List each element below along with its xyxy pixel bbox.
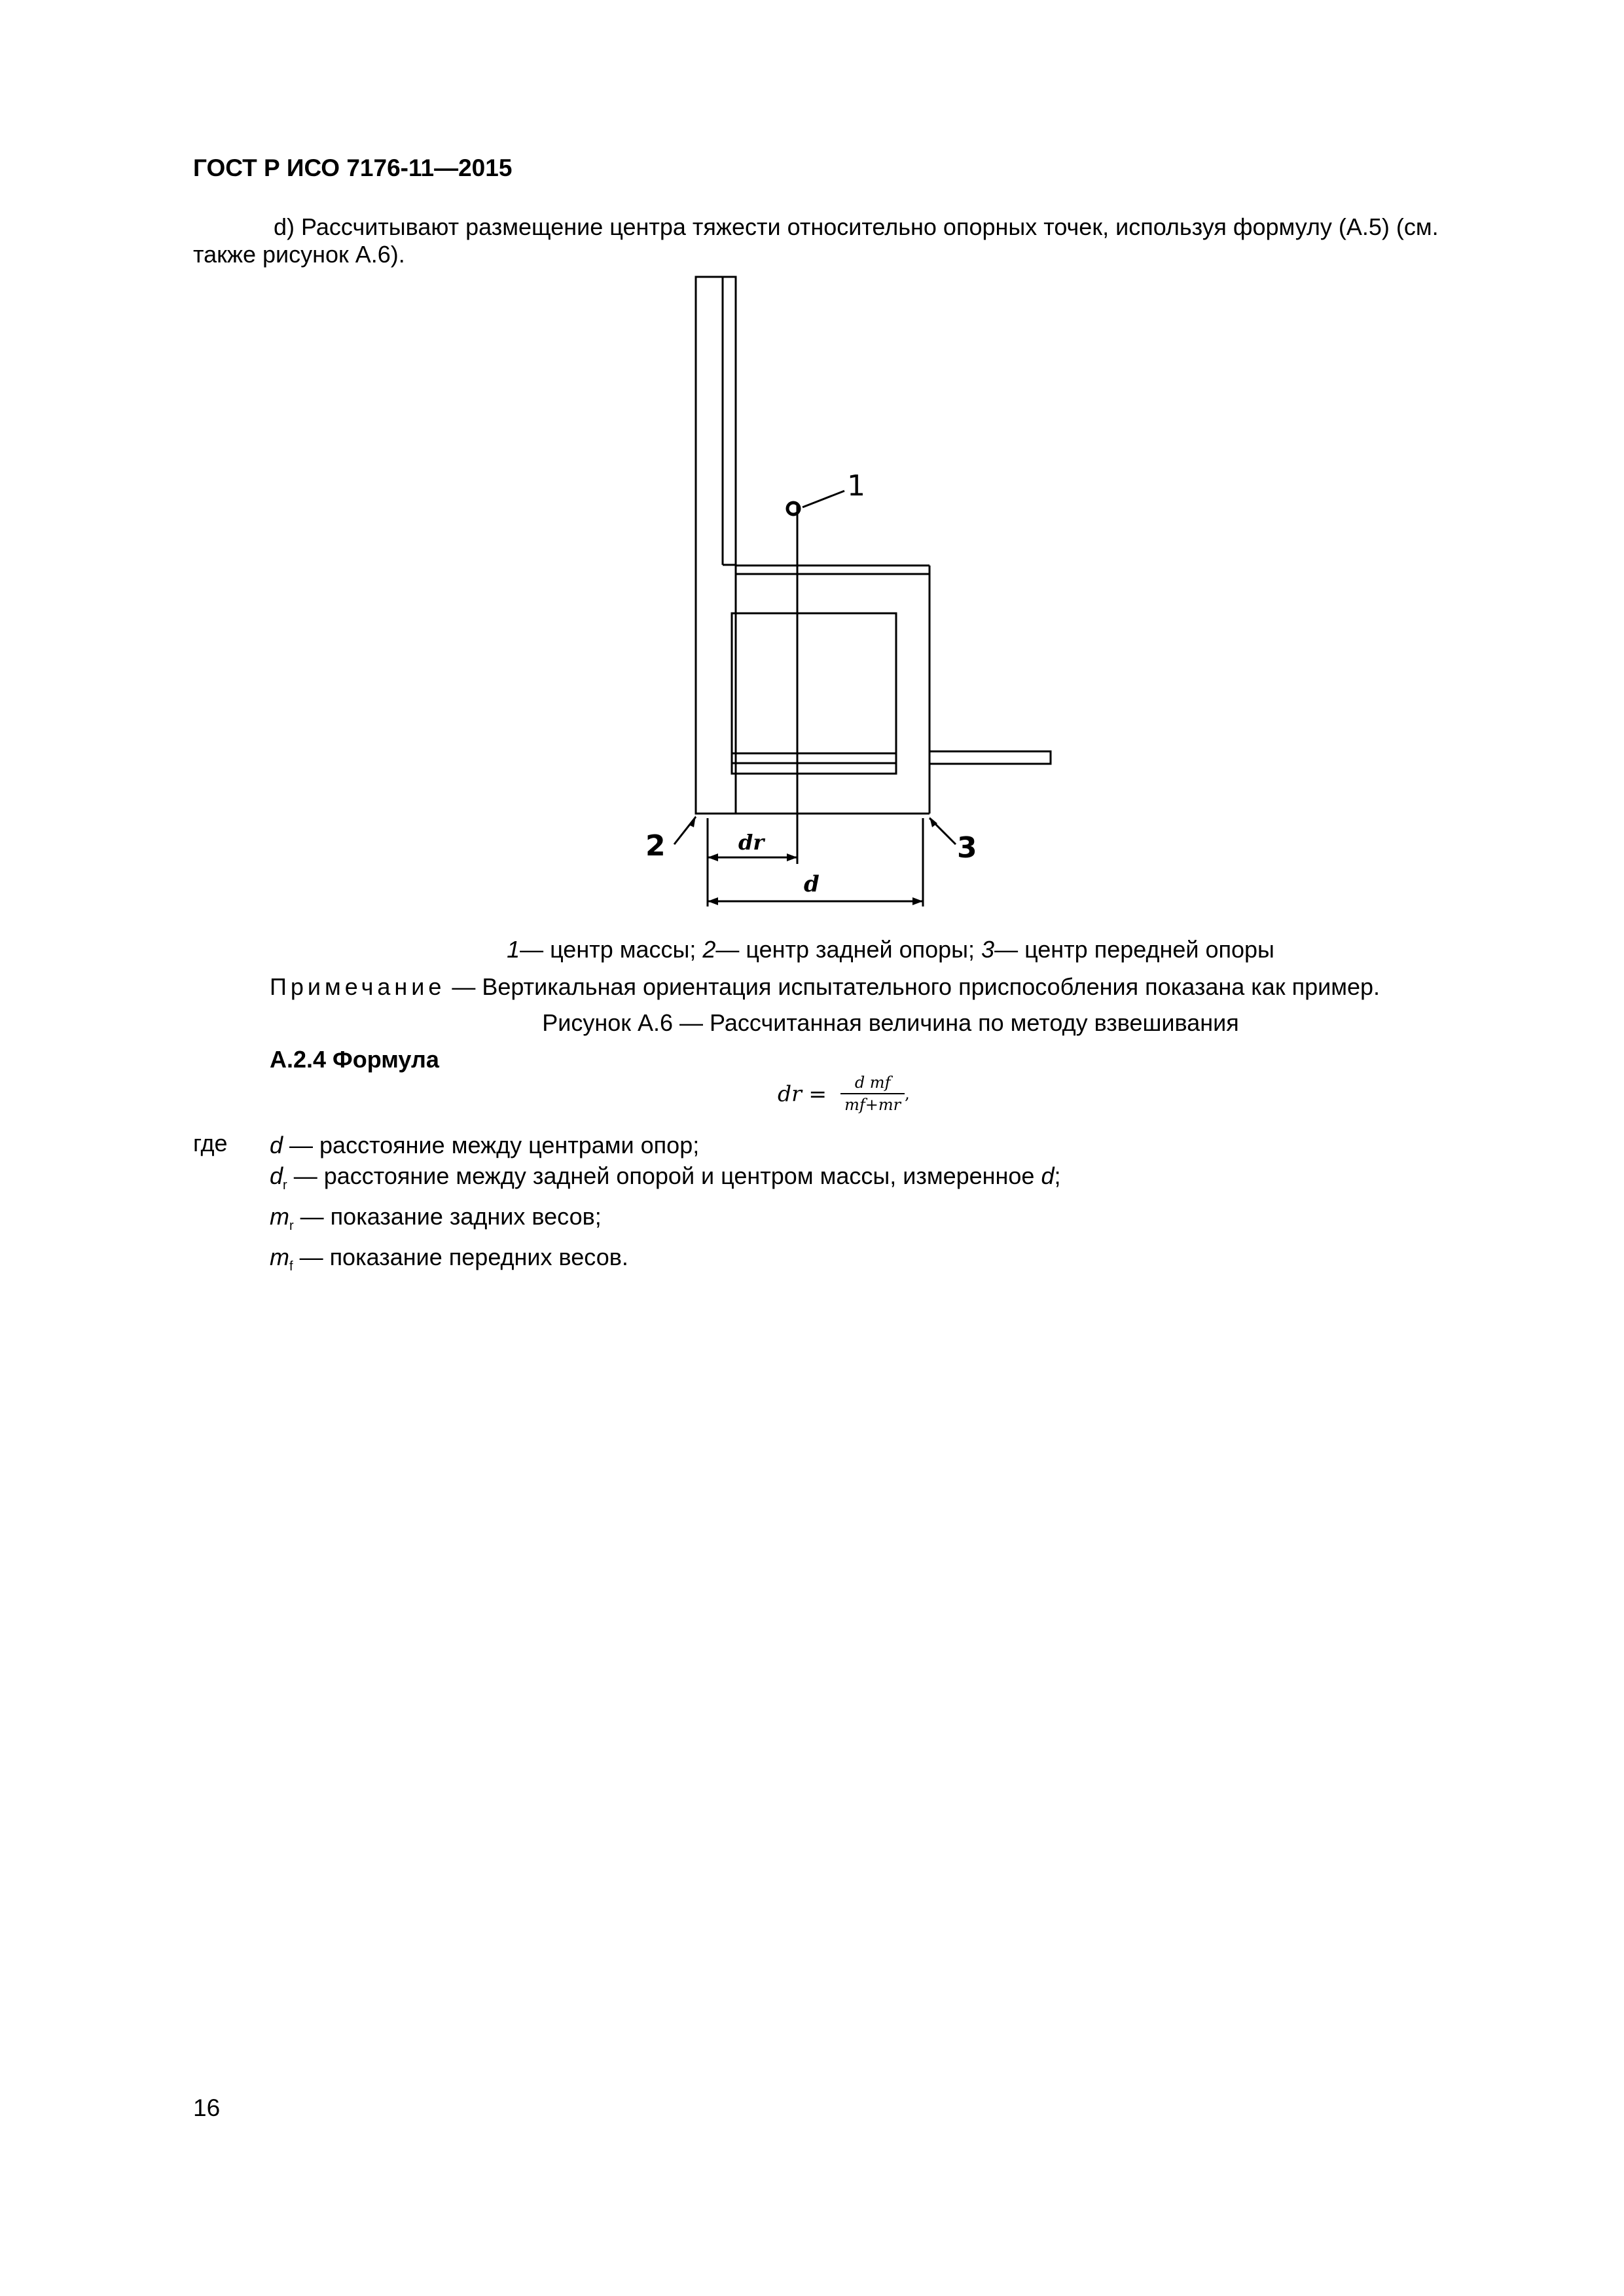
formula [778, 1073, 910, 1114]
definition-item [270, 1130, 1061, 1160]
definition-subscript: r [289, 1219, 294, 1234]
paragraph-line-2: также рисунок А.6). [193, 241, 405, 268]
figure-a6-diagram [628, 265, 1080, 920]
inner-box [732, 613, 896, 774]
leader-line-1 [803, 491, 844, 507]
definition-text: — расстояние между центрами опор; [283, 1132, 700, 1158]
definition-symbol: d [270, 1132, 283, 1158]
definition-item [270, 1160, 1061, 1201]
note-label: Примечание [270, 973, 446, 1000]
label-dr: dr [738, 830, 765, 855]
definition-symbol: m [270, 1244, 289, 1271]
arrowhead-dr-left [708, 853, 718, 861]
figure-caption: Рисунок А.6 — Рассчитанная величина по методу взвешивания [542, 1009, 1239, 1036]
legend-text-2: — центр задней опоры; [715, 936, 982, 963]
formula-numerator: d mf [840, 1073, 905, 1094]
label-d: d [804, 871, 820, 897]
arrowhead-dr-right [787, 853, 797, 861]
page-number: 16 [193, 2094, 221, 2121]
definition-symbol: d [270, 1162, 283, 1189]
legend-text-3: — центр передней опоры [994, 936, 1274, 963]
footrest [929, 751, 1051, 764]
definition-subscript: f [289, 1259, 293, 1274]
legend-num-1: 1 [507, 936, 520, 963]
definition-text: — показание задних весов; [293, 1203, 602, 1230]
legend-num-2: 2 [702, 936, 716, 963]
paragraph-line-1: d) Рассчитывают размещение центра тяжести относительно опорных точек, используя формулу (А.5) (см. [274, 213, 1439, 240]
note-text: — Вертикальная ориентация испытательного приспособления показана как пример. [445, 973, 1380, 1000]
definition-end: ; [1054, 1162, 1061, 1189]
formula-trailing: , [905, 1085, 910, 1103]
definition-subscript: r [283, 1178, 287, 1193]
definitions-list [270, 1130, 1061, 1283]
definition-item [270, 1242, 1061, 1282]
definition-text: — показание передних весов. [293, 1244, 628, 1271]
backrest-outer [696, 277, 736, 814]
where-label: где [193, 1130, 228, 1157]
arrowhead-d-left [708, 897, 718, 905]
label-3: 3 [957, 831, 977, 865]
definition-symbol: m [270, 1203, 289, 1230]
definition-item [270, 1201, 1061, 1242]
document-header: ГОСТ Р ИСО 7176-11—2015 [193, 154, 513, 181]
definition-text: — расстояние между задней опорой и центром массы, измеренное [287, 1162, 1041, 1189]
legend-num-3: 3 [981, 936, 995, 963]
arrowhead-d-right [912, 897, 923, 905]
definition-symbol: d [1041, 1162, 1055, 1189]
legend-text-1: — центр массы; [520, 936, 703, 963]
figure-note [270, 973, 1380, 1001]
figure-legend [0, 936, 1624, 963]
formula-lhs: dr = [778, 1081, 827, 1107]
section-heading: А.2.4 Формула [270, 1046, 439, 1073]
label-1: 1 [847, 469, 865, 503]
formula-fraction [840, 1073, 905, 1114]
label-2: 2 [645, 829, 666, 863]
formula-denominator: mf+mr [844, 1096, 901, 1114]
